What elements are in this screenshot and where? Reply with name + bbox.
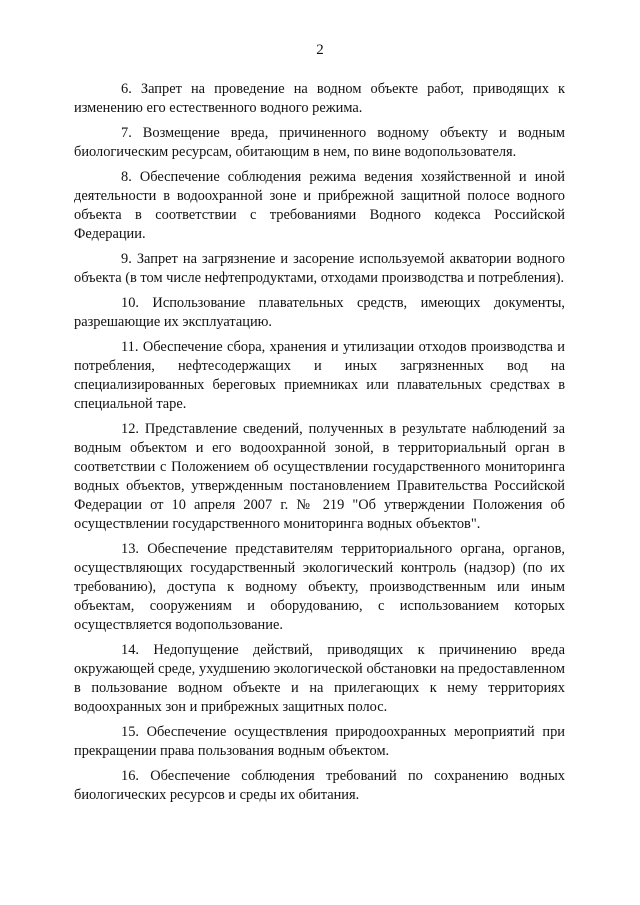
paragraph-6: 6. Запрет на проведение на водном объекте работ, приводящих к изменению его естественного водного режима.	[74, 81, 565, 116]
paragraph-15: 15. Обеспечение осуществления природоохранных мероприятий при прекращении права пользования водным объектом.	[74, 724, 565, 759]
page-number: 2	[316, 42, 324, 58]
paragraph-12: 12. Представление сведений, полученных в результате наблюдений за водным объектом и его водоохранной зоной, в территориальный орган в соответствии с Положением об осуществлении государственного мониторинга водных объектов, утвержденным постановлением Правительства Российской Федерации от 10 апреля 2007 г. № 219 "Об утверждении Положения об осуществлении государственного мониторинга водных объектов".	[74, 421, 565, 532]
paragraph-8: 8. Обеспечение соблюдения режима ведения хозяйственной и иной деятельности в водоохранной зоне и прибрежной защитной полосе водного объекта в соответствии с требованиями Водного кодекса Российской Федерации.	[74, 169, 565, 242]
paragraph-16: 16. Обеспечение соблюдения требований по сохранению водных биологических ресурсов и среды их обитания.	[74, 768, 565, 803]
document-body	[74, 80, 565, 811]
paragraph-10: 10. Использование плавательных средств, имеющих документы, разрешающие их эксплуатацию.	[74, 295, 565, 330]
paragraph-14: 14. Недопущение действий, приводящих к причинению вреда окружающей среде, ухудшению экологической обстановки на предоставленном в пользование водном объекте и на прилегающих к нему территориях водоохранных зон и прибрежных защитных полос.	[74, 642, 565, 715]
paragraph-9: 9. Запрет на загрязнение и засорение используемой акватории водного объекта (в том числе нефтепродуктами, отходами производства и потребления).	[74, 251, 565, 286]
paragraph-7: 7. Возмещение вреда, причиненного водному объекту и водным биологическим ресурсам, обитающим в нем, по вине водопользователя.	[74, 125, 565, 160]
paragraph-11: 11. Обеспечение сбора, хранения и утилизации отходов производства и потребления, нефтесодержащих и иных загрязненных вод на специализированных береговых приемниках или плавательных средствах в специальной таре.	[74, 339, 565, 412]
paragraph-13: 13. Обеспечение представителям территориального органа, органов, осуществляющих государственный экологический контроль (надзор) (по их требованию), доступа к водному объекту, производственным или иным объектам, сооружениям и оборудованию, с использованием которых осуществляется водопользование.	[74, 541, 565, 633]
